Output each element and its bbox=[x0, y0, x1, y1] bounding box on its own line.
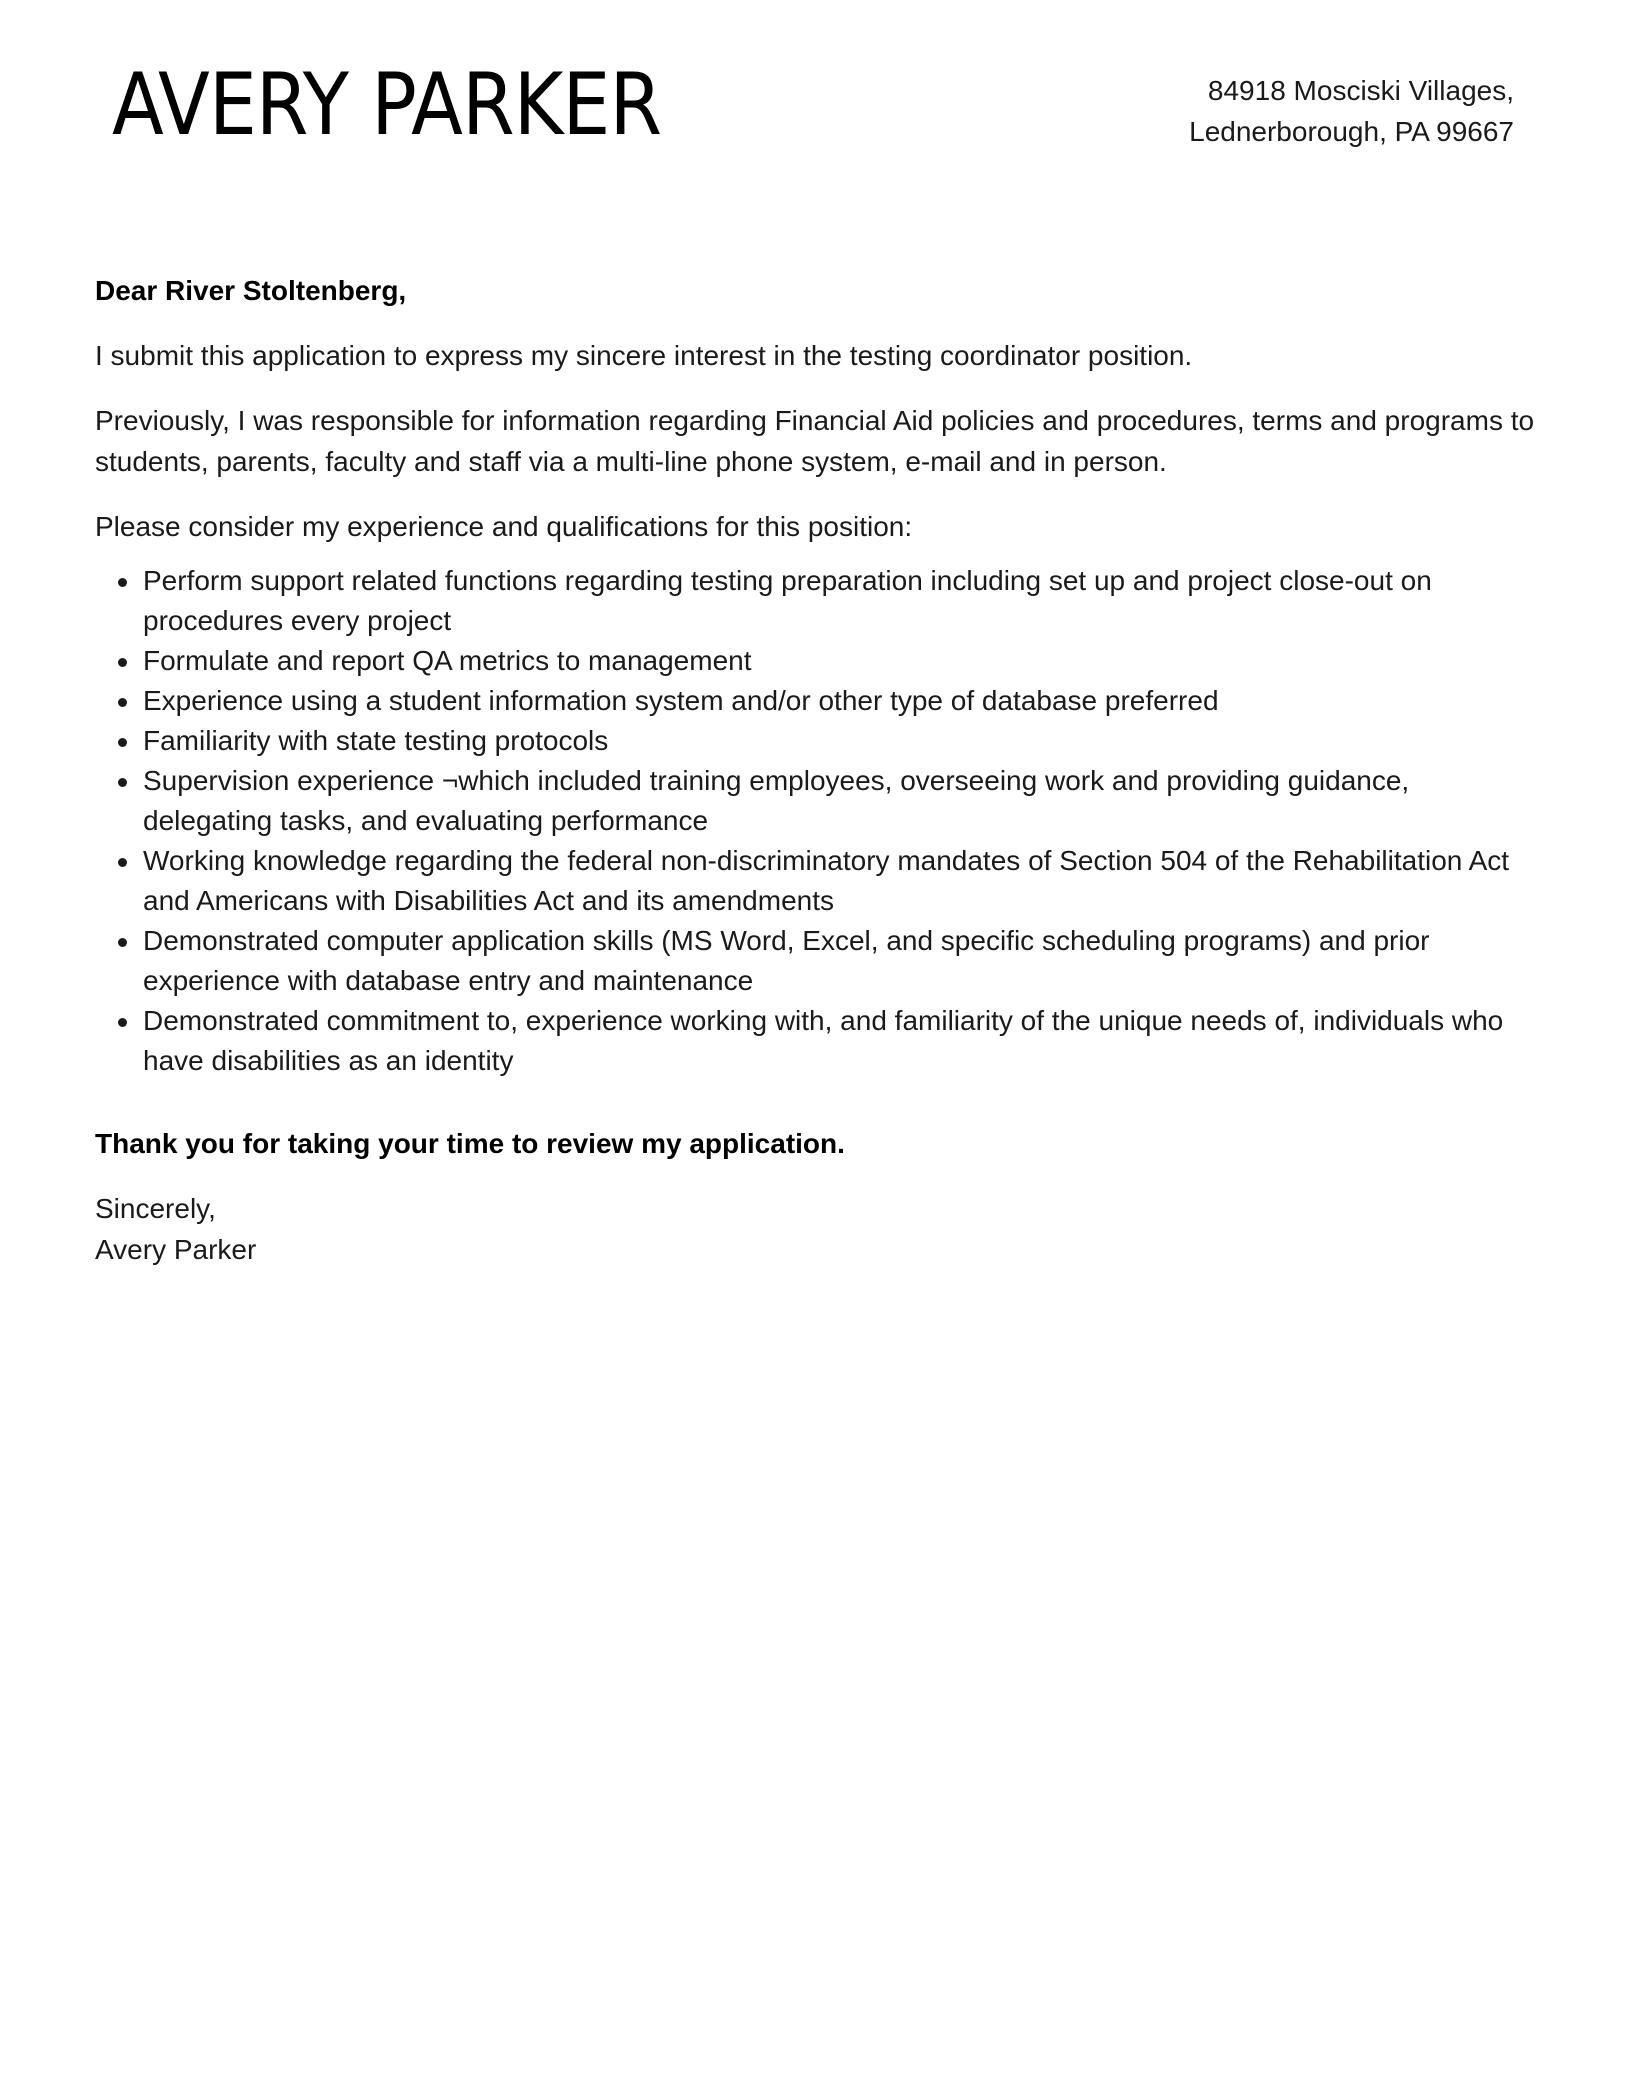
address-line-1: 84918 Mosciski Villages, bbox=[1207, 75, 1514, 106]
bullet-icon bbox=[118, 658, 127, 667]
qualifications-lead-in: Please consider my experience and qualifications for this position: bbox=[95, 511, 913, 542]
bullet-icon bbox=[118, 1018, 127, 1027]
qualifications-list bbox=[95, 561, 1545, 1081]
applicant-address bbox=[1189, 70, 1514, 152]
bullet-icon bbox=[118, 938, 127, 947]
qualification-item bbox=[95, 641, 1545, 681]
letter-body bbox=[95, 270, 1545, 1270]
qualification-text: Familiarity with state testing protocols bbox=[143, 725, 609, 756]
salutation: Dear River Stoltenberg, bbox=[95, 275, 407, 306]
qualification-item bbox=[95, 1001, 1545, 1081]
qualification-item bbox=[95, 561, 1545, 641]
experience-paragraph: Previously, I was responsible for information regarding Financial Aid policies and procedures, terms and programs to students, parents, faculty and staff via a multi-line phone system, e-mail and in person. bbox=[95, 405, 1535, 477]
qualification-item bbox=[95, 761, 1545, 841]
address-line-2: Lednerborough, PA 99667 bbox=[1189, 116, 1514, 147]
qualification-text: Demonstrated commitment to, experience working with, and familiarity of the unique needs of, individuals who have disabilities as an identity bbox=[143, 1005, 1504, 1076]
signature: Avery Parker bbox=[95, 1234, 257, 1265]
qualification-item bbox=[95, 721, 1545, 761]
qualification-text: Working knowledge regarding the federal non-discriminatory mandates of Section 504 of the Rehabilitation Act and Americans with Disabilities Act and its amendments bbox=[143, 845, 1510, 916]
qualification-text: Demonstrated computer application skills (MS Word, Excel, and specific scheduling programs) and prior experience with database entry and maintenance bbox=[143, 925, 1430, 996]
qualification-item bbox=[95, 681, 1545, 721]
qualification-text: Experience using a student information system and/or other type of database preferred bbox=[143, 685, 1219, 716]
qualification-text: Perform support related functions regarding testing preparation including set up and project close-out on procedures every project bbox=[143, 565, 1432, 636]
bullet-icon bbox=[118, 778, 127, 787]
qualification-text: Formulate and report QA metrics to management bbox=[143, 645, 752, 676]
bullet-icon bbox=[118, 698, 127, 707]
qualification-item bbox=[95, 841, 1545, 921]
bullet-icon bbox=[118, 738, 127, 747]
qualification-item bbox=[95, 921, 1545, 1001]
intro-paragraph: I submit this application to express my sincere interest in the testing coordinator position. bbox=[95, 340, 1193, 371]
thank-you-line: Thank you for taking your time to review my application. bbox=[95, 1128, 845, 1159]
qualification-text: Supervision experience ¬which included training employees, overseeing work and providing guidance, delegating tasks, and evaluating performance bbox=[143, 765, 1410, 836]
bullet-icon bbox=[118, 578, 127, 587]
closing: Sincerely, bbox=[95, 1193, 216, 1224]
bullet-icon bbox=[118, 858, 127, 867]
applicant-name: AVERY PARKER bbox=[112, 55, 662, 155]
